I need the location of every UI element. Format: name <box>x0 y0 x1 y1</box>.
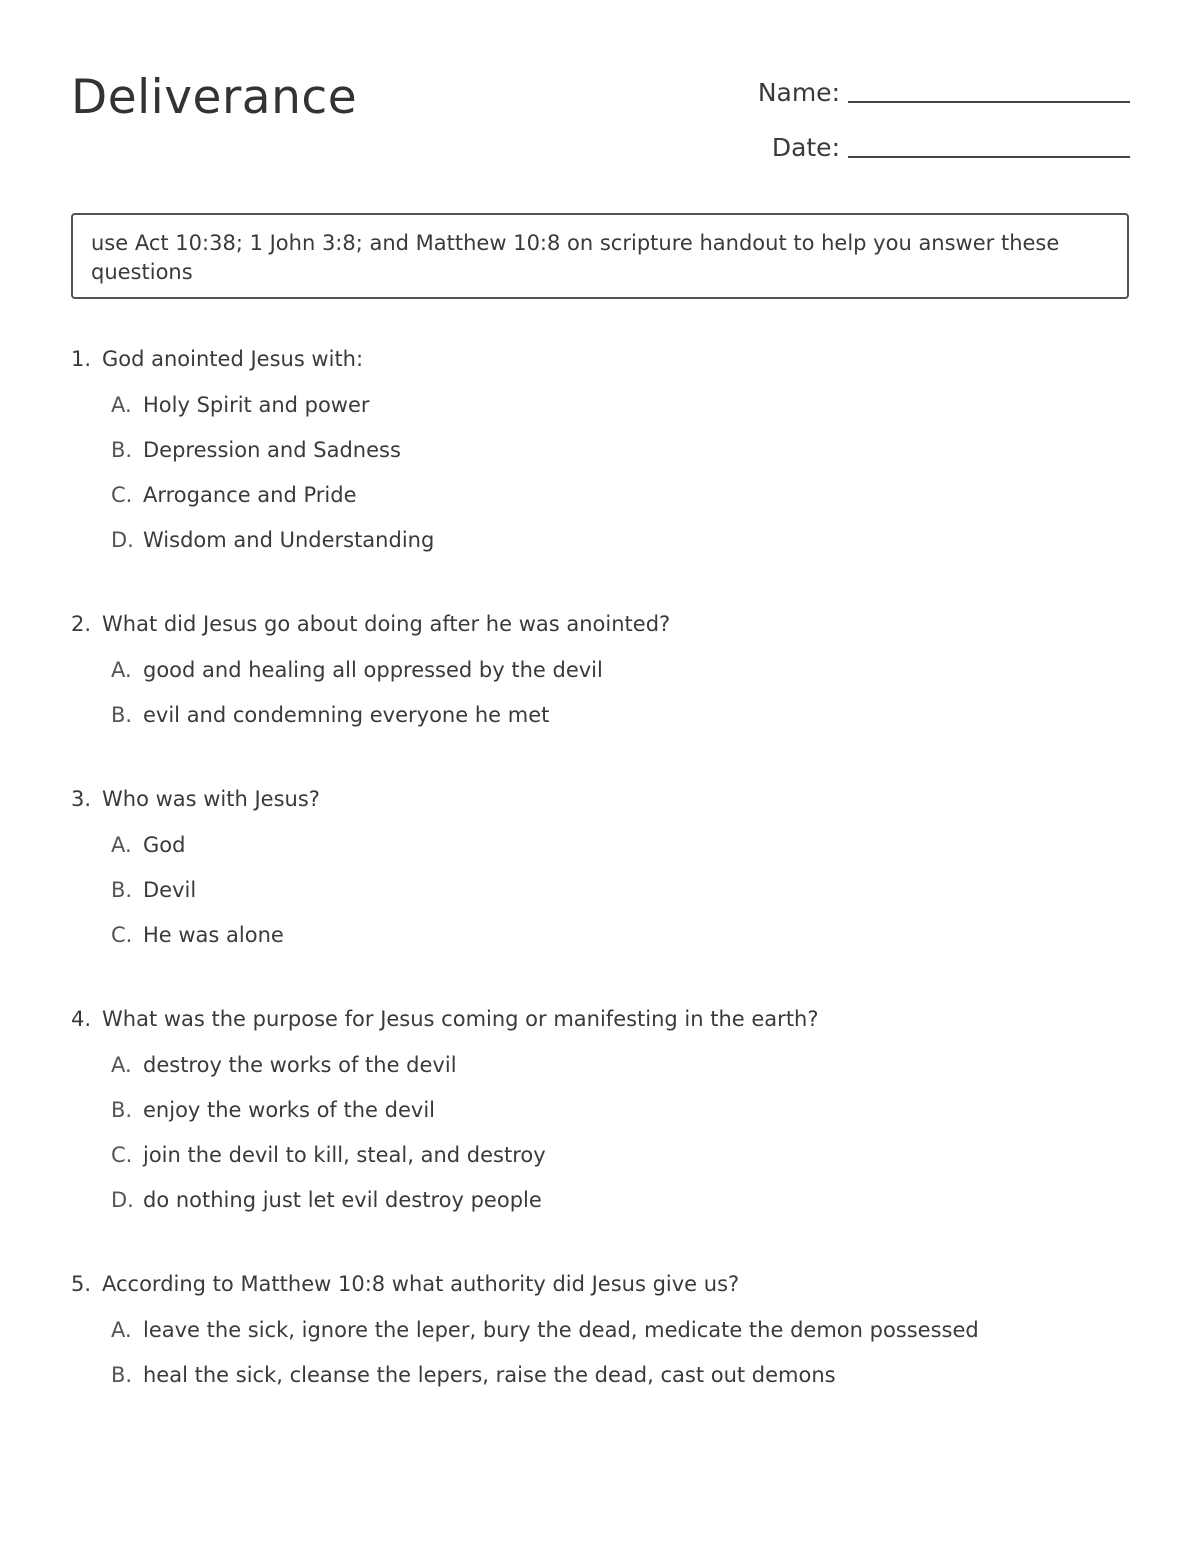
option-letter: C. <box>111 1143 133 1167</box>
question-4 <box>71 1003 1131 1231</box>
option-text: evil and condemning everyone he met <box>143 703 550 727</box>
date-blank-line[interactable] <box>848 155 1130 158</box>
option-text: heal the sick, cleanse the lepers, raise the dead, cast out demons <box>143 1363 836 1387</box>
answer-options <box>71 1051 1131 1231</box>
answer-option[interactable] <box>111 436 1131 481</box>
option-letter: A. <box>111 833 132 857</box>
answer-option[interactable] <box>111 876 1131 921</box>
answer-option[interactable] <box>111 481 1131 526</box>
answer-option[interactable] <box>111 1141 1131 1186</box>
answer-options <box>71 656 1131 746</box>
question-number: 3. <box>71 787 92 811</box>
option-text: He was alone <box>143 923 284 947</box>
option-letter: C. <box>111 483 133 507</box>
question-text: Who was with Jesus? <box>102 787 320 811</box>
option-text: enjoy the works of the devil <box>143 1098 435 1122</box>
option-text: Devil <box>143 878 197 902</box>
question-list <box>71 343 1131 1443</box>
question-number: 1. <box>71 347 92 371</box>
answer-option[interactable] <box>111 526 1131 571</box>
question-2 <box>71 608 1131 746</box>
answer-option[interactable] <box>111 701 1131 746</box>
option-letter: B. <box>111 1363 133 1387</box>
option-letter: A. <box>111 1318 132 1342</box>
option-text: leave the sick, ignore the leper, bury the dead, medicate the demon possessed <box>143 1318 979 1342</box>
option-letter: C. <box>111 923 133 947</box>
answer-option[interactable] <box>111 921 1131 966</box>
question-1 <box>71 343 1131 571</box>
question-prompt <box>71 783 1131 815</box>
option-letter: B. <box>111 878 133 902</box>
option-letter: A. <box>111 393 132 417</box>
question-number: 2. <box>71 612 92 636</box>
question-5 <box>71 1268 1131 1406</box>
date-label: Date: <box>771 133 840 162</box>
instructions-box: use Act 10:38; 1 John 3:8; and Matthew 10:8 on scripture handout to help you answer these questions <box>71 213 1129 299</box>
answer-option[interactable] <box>111 391 1131 436</box>
worksheet-title: Deliverance <box>71 70 358 125</box>
question-text: What did Jesus go about doing after he was anointed? <box>102 612 671 636</box>
answer-option[interactable] <box>111 1316 1131 1361</box>
answer-option[interactable] <box>111 1096 1131 1141</box>
question-prompt <box>71 343 1131 375</box>
option-text: Holy Spirit and power <box>143 393 370 417</box>
option-letter: D. <box>111 528 134 552</box>
option-text: join the devil to kill, steal, and destroy <box>143 1143 546 1167</box>
option-letter: D. <box>111 1188 134 1212</box>
question-text: What was the purpose for Jesus coming or manifesting in the earth? <box>102 1007 819 1031</box>
answer-option[interactable] <box>111 1051 1131 1096</box>
answer-option[interactable] <box>111 831 1131 876</box>
question-prompt <box>71 1268 1131 1300</box>
question-text: According to Matthew 10:8 what authority did Jesus give us? <box>102 1272 740 1296</box>
answer-option[interactable] <box>111 656 1131 701</box>
question-number: 5. <box>71 1272 92 1296</box>
option-text: good and healing all oppressed by the devil <box>143 658 603 682</box>
answer-option[interactable] <box>111 1186 1131 1231</box>
option-text: do nothing just let evil destroy people <box>143 1188 542 1212</box>
option-text: destroy the works of the devil <box>143 1053 457 1077</box>
option-text: Depression and Sadness <box>143 438 401 462</box>
question-3 <box>71 783 1131 966</box>
option-letter: B. <box>111 438 133 462</box>
option-text: Arrogance and Pride <box>143 483 357 507</box>
answer-option[interactable] <box>111 1361 1131 1406</box>
name-blank-line[interactable] <box>848 100 1130 103</box>
question-prompt <box>71 1003 1131 1035</box>
question-text: God anointed Jesus with: <box>102 347 364 371</box>
name-label: Name: <box>757 78 840 107</box>
answer-options <box>71 391 1131 571</box>
option-letter: A. <box>111 658 132 682</box>
option-letter: A. <box>111 1053 132 1077</box>
option-letter: B. <box>111 703 133 727</box>
option-text: Wisdom and Understanding <box>143 528 435 552</box>
answer-options <box>71 1316 1131 1406</box>
question-number: 4. <box>71 1007 92 1031</box>
date-field <box>772 133 1130 162</box>
answer-options <box>71 831 1131 966</box>
option-letter: B. <box>111 1098 133 1122</box>
option-text: God <box>143 833 186 857</box>
question-prompt <box>71 608 1131 640</box>
name-field <box>758 78 1130 107</box>
